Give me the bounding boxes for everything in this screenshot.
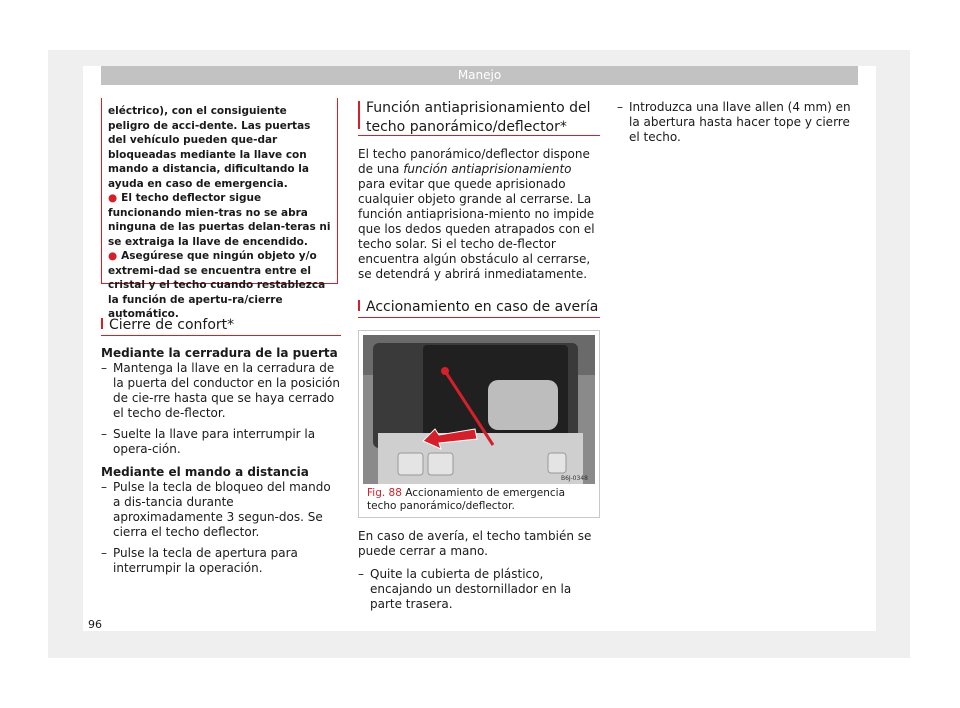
figure-code: B6J-0348: [561, 475, 588, 482]
column-3-body: [617, 100, 859, 151]
subheading: Mediante la cerradura de la puerta: [101, 346, 338, 360]
page-number: 96: [88, 618, 102, 631]
list-item: – Pulse la tecla de bloqueo del mando a dis-tancia durante aproximadamente 3 segun-dos. Se cierra el techo deflector.: [101, 480, 341, 540]
averia-text: En caso de avería, el techo también se puede cerrar a mano. – Quite la cubierta de plástico, encajando un destornillador en la parte trasera.: [358, 529, 600, 618]
emphasis: función antiaprisionamiento: [403, 162, 572, 176]
figure-label: Fig. 88: [367, 487, 402, 499]
warning-box: [101, 98, 338, 320]
figure-caption: Fig. 88 Accionamiento de emergencia techo panorámico/deflector.: [367, 487, 566, 512]
bullet-icon: ●: [108, 250, 118, 262]
section-title-antipinch: Función antiaprisionamiento del techo panorámico/deflector*: [358, 99, 600, 136]
section-title-confort: Cierre de confort*: [101, 316, 341, 336]
section-title-averia: Accionamiento en caso de avería: [358, 298, 600, 318]
list-item: – Mantenga la llave en la cerradura de la puerta del conductor en la posición de cie-rre hasta que se haya cerrado el techo de-flector.: [101, 361, 341, 421]
list-item: – Introduzca una llave allen (4 mm) en la abertura hasta hacer tope y cierre el techo.: [617, 100, 859, 145]
warning-bullet: ● Asegúrese que ningún objeto y/o extremi-dad se encuentra entre el cristal y el techo cuando restablezca la función de apertu-ra/cierre automático.: [108, 250, 326, 320]
antipinch-text: El techo panorámico/deflector dispone de una función antiaprisionamiento para evitar que quede aprisionado cualquier objeto grande al cerrarse. La función antiaprisiona-miento no impide que los dedos queden atrapados con el techo solar. Si el techo de-flector encuentra algún obstáculo al cerrarse, se detendrá y abrirá inmediatamente.: [358, 147, 595, 281]
warning-bullet: ● El techo deflector sigue funcionando mien-tras no se abra ninguna de las puertas delan-teras ni se extraiga la llave de encendido.: [108, 192, 331, 248]
figure: [358, 330, 600, 518]
figure-photo: [363, 335, 595, 484]
column-1-body: [101, 346, 341, 582]
list-item: – Pulse la tecla de apertura para interrumpir la operación.: [101, 546, 341, 576]
page-header: Manejo: [101, 66, 858, 85]
warning-intro: eléctrico), con el consiguiente peligro de acci-dente. Las puertas del vehículo pueden que-dar bloqueadas mediante la llave con mando a distancia, dificultando la ayuda en caso de emergencia.: [108, 105, 311, 190]
subheading: Mediante el mando a distancia: [101, 465, 309, 479]
list-item: – Suelte la llave para interrumpir la opera-ción.: [101, 427, 341, 457]
list-item: – Quite la cubierta de plástico, encajando un destornillador en la parte trasera.: [358, 567, 600, 612]
bullet-icon: ●: [108, 192, 118, 204]
